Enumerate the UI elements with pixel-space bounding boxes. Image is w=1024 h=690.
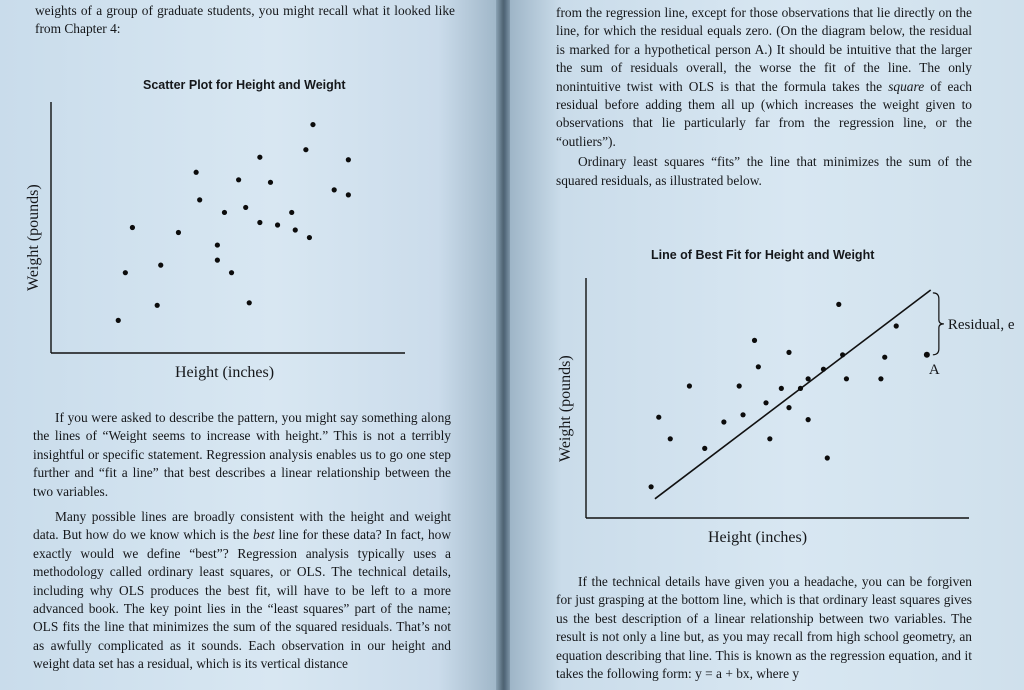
chart2-x-label: Height (inches) [708,529,808,546]
chart2-data-point [668,436,673,441]
chart1-data-point [123,270,128,275]
chart2-data-point [821,367,826,372]
chart1-data-point [307,235,312,240]
chart1-data-point [289,210,294,215]
chart2-data-point [687,383,692,388]
chart2-data-point [825,455,830,460]
chart2-data-point [756,364,761,369]
chart1-data-point [229,270,234,275]
chart2-point-a [924,352,930,358]
chart1-data-point [257,155,262,160]
chart1-data-point [130,225,135,230]
right-para-ols: Ordinary least squares “fits” the line that minimizes the sum of the squared residuals, as illustrated below. [556,154,972,188]
chart2-data-point [882,355,887,360]
right-para-1: from the regression line, except for those observations that lie directly on the line, for which the residual equals zero. (On the diagram below, the residual is marked for a hypothetical person A.) It should be intuitive that the larger the sum of residuals overall, the worse the fit of the line. The only nonintuitive twist with OLS is that the formula takes the square of each residual before adding them all up (which increases the weight given to observations that lie particularly far from the regression line, or the “outliers”). [556,5,972,149]
chart1-data-point [236,177,241,182]
chart2-data-point [844,376,849,381]
chart2-best-fit-line [655,290,931,499]
chart1-y-label: Weight (pounds) [25,184,42,291]
chart2-point-a-label: A [928,361,940,378]
chart1-data-point [197,197,202,202]
left-para-2: Many possible lines are broadly consistent with the height and weight data. But how do we know which is the best line for these data? In fact, how exactly would we define “best”? Regression analysis typically uses a methodology called ordinary least squares, or OLS. The technical details, including why OLS produces the best fit, will have to be left to a more advanced book. The key point lies in the “least squares” part of the name; OLS fits the line that minimizes the sum of the squared residuals. That’s not as awfully complicated as it sounds. Each observation in our height and weight data set has a residual, which is its vertical distance [33,509,452,672]
chart1-data-point [222,210,227,215]
chart1-plot [0,0,498,370]
right-para-bottom: If the technical details have given you a headache, you can be forgiven for just grasping at the bottom line, which is that ordinary least squares gives us the best description of a linear relationship between two variables. The result is not only a line but, as you may recall from high school geometry, an equation describing that line. This is known as the regression equation, and it takes the following form: y = a + bx, where y [556,574,972,682]
chart1-data-point [275,222,280,227]
chart2-data-point [767,436,772,441]
chart2-y-label: Weight (pounds) [557,355,574,462]
chart2-plot [510,0,1024,540]
left-para-1: If you were asked to describe the pattern, you might say something along the lines of “Weight seems to increase with height.” This is not a terribly insightful or specific statement. Regression analysis enables us to go one step further and “fit a line” that best describes a linear relationship between the two variables. [33,410,451,499]
left-top-text: weights of a group of graduate students, you might recall what it looked like from Chapter 4: [35,3,455,37]
chart2-data-point [740,412,745,417]
chart2-data-point [798,386,803,391]
chart1-data-point [346,192,351,197]
chart1-data-point [215,242,220,247]
chart2-data-point [737,383,742,388]
chart1-data-point [303,147,308,152]
chart2-data-point [894,323,899,328]
chart2-data-point [656,415,661,420]
chart1-data-point [215,258,220,263]
chart2-data-point [840,352,845,357]
chart1-data-point [346,157,351,162]
chart1-data-point [332,187,337,192]
chart2-data-point [702,446,707,451]
chart1-title: Scatter Plot for Height and Weight [143,78,346,92]
chart1-data-point [268,180,273,185]
chart1-data-point [310,122,315,127]
chart1-data-point [155,303,160,308]
chart2-data-point [649,484,654,489]
chart1-data-point [158,263,163,268]
right-page [510,0,1024,690]
right-bottom-text [556,573,972,683]
chart2-data-point [763,400,768,405]
chart1-x-label: Height (inches) [175,364,275,381]
chart2-data-point [878,376,883,381]
chart1-data-point [257,220,262,225]
chart2-data-point [786,350,791,355]
chart2-residual-bracket [933,293,944,355]
chart1-data-point [243,205,248,210]
chart2-data-point [806,376,811,381]
chart2-data-point [836,302,841,307]
chart2-data-point [786,405,791,410]
chart2-data-point [752,338,757,343]
chart1-data-point [293,227,298,232]
chart2-data-point [806,417,811,422]
chart1-data-point [176,230,181,235]
chart2-data-point [721,419,726,424]
chart1-data-point [247,300,252,305]
chart1-data-point [194,170,199,175]
chart1-data-point [116,318,121,323]
chart2-residual-label: Residual, e [947,316,1015,333]
left-body-text [33,409,451,674]
chart2-title: Line of Best Fit for Height and Weight [651,248,875,262]
left-page [0,0,498,690]
chart2-data-point [779,386,784,391]
